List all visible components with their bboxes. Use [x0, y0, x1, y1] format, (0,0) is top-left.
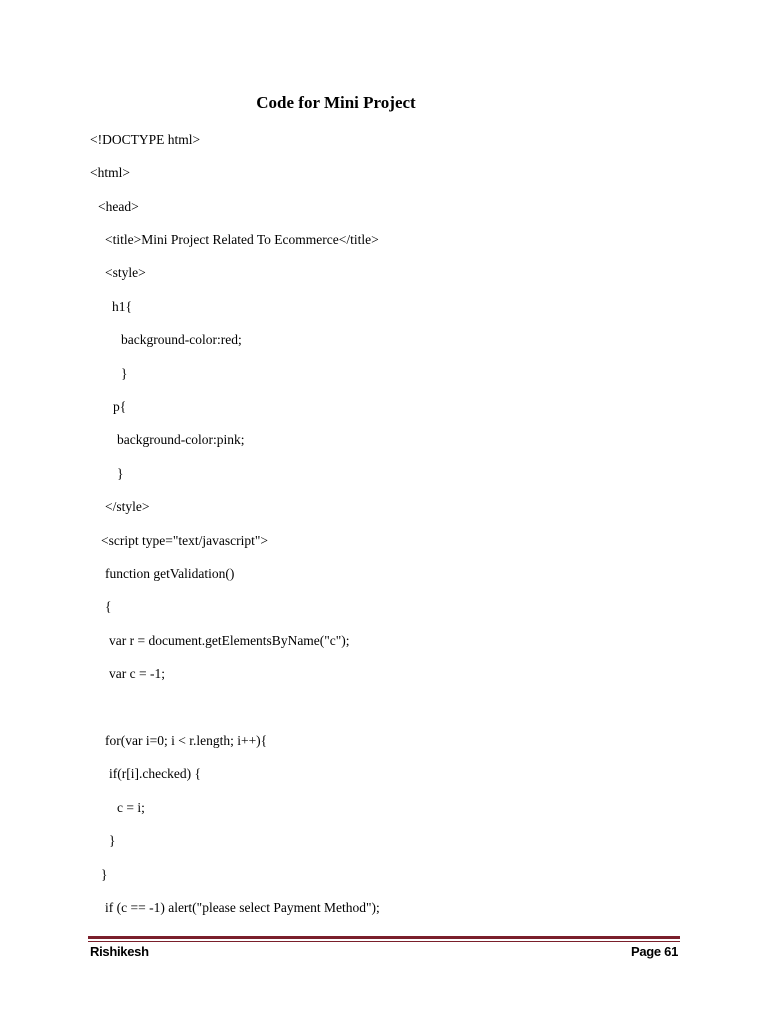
footer-page-number: Page 61	[630, 944, 678, 959]
code-line: c = i;	[117, 800, 145, 815]
footer-divider-thin	[88, 941, 680, 942]
code-line: h1{	[112, 299, 132, 314]
footer-author: Rishikesh	[90, 944, 149, 959]
code-line: var r = document.getElementsByName("c");	[109, 633, 350, 648]
footer-divider	[88, 936, 680, 939]
code-line: background-color:pink;	[117, 432, 245, 447]
code-line: <html>	[90, 165, 130, 180]
code-line: <script type="text/javascript">	[101, 533, 268, 548]
code-line: {	[105, 599, 112, 614]
code-line: }	[109, 833, 116, 848]
code-line: <style>	[105, 265, 146, 280]
code-line: function getValidation()	[105, 566, 235, 581]
code-line: var c = -1;	[109, 666, 165, 681]
code-line: }	[117, 466, 124, 481]
code-line: background-color:red;	[121, 332, 242, 347]
code-line: <!DOCTYPE html>	[90, 132, 201, 147]
code-line: if(r[i].checked) {	[109, 766, 201, 781]
code-line: if (c == -1) alert("please select Payment Method");	[105, 900, 380, 915]
code-line: }	[101, 867, 108, 882]
code-line: </style>	[105, 499, 150, 514]
code-line: }	[121, 366, 128, 381]
code-line: p{	[113, 399, 127, 414]
code-line: <title>Mini Project Related To Ecommerce</title>	[105, 232, 379, 247]
page-title: Code for Mini Project	[256, 93, 416, 112]
code-line: <head>	[98, 199, 139, 214]
code-line: for(var i=0; i < r.length; i++){	[105, 733, 268, 748]
